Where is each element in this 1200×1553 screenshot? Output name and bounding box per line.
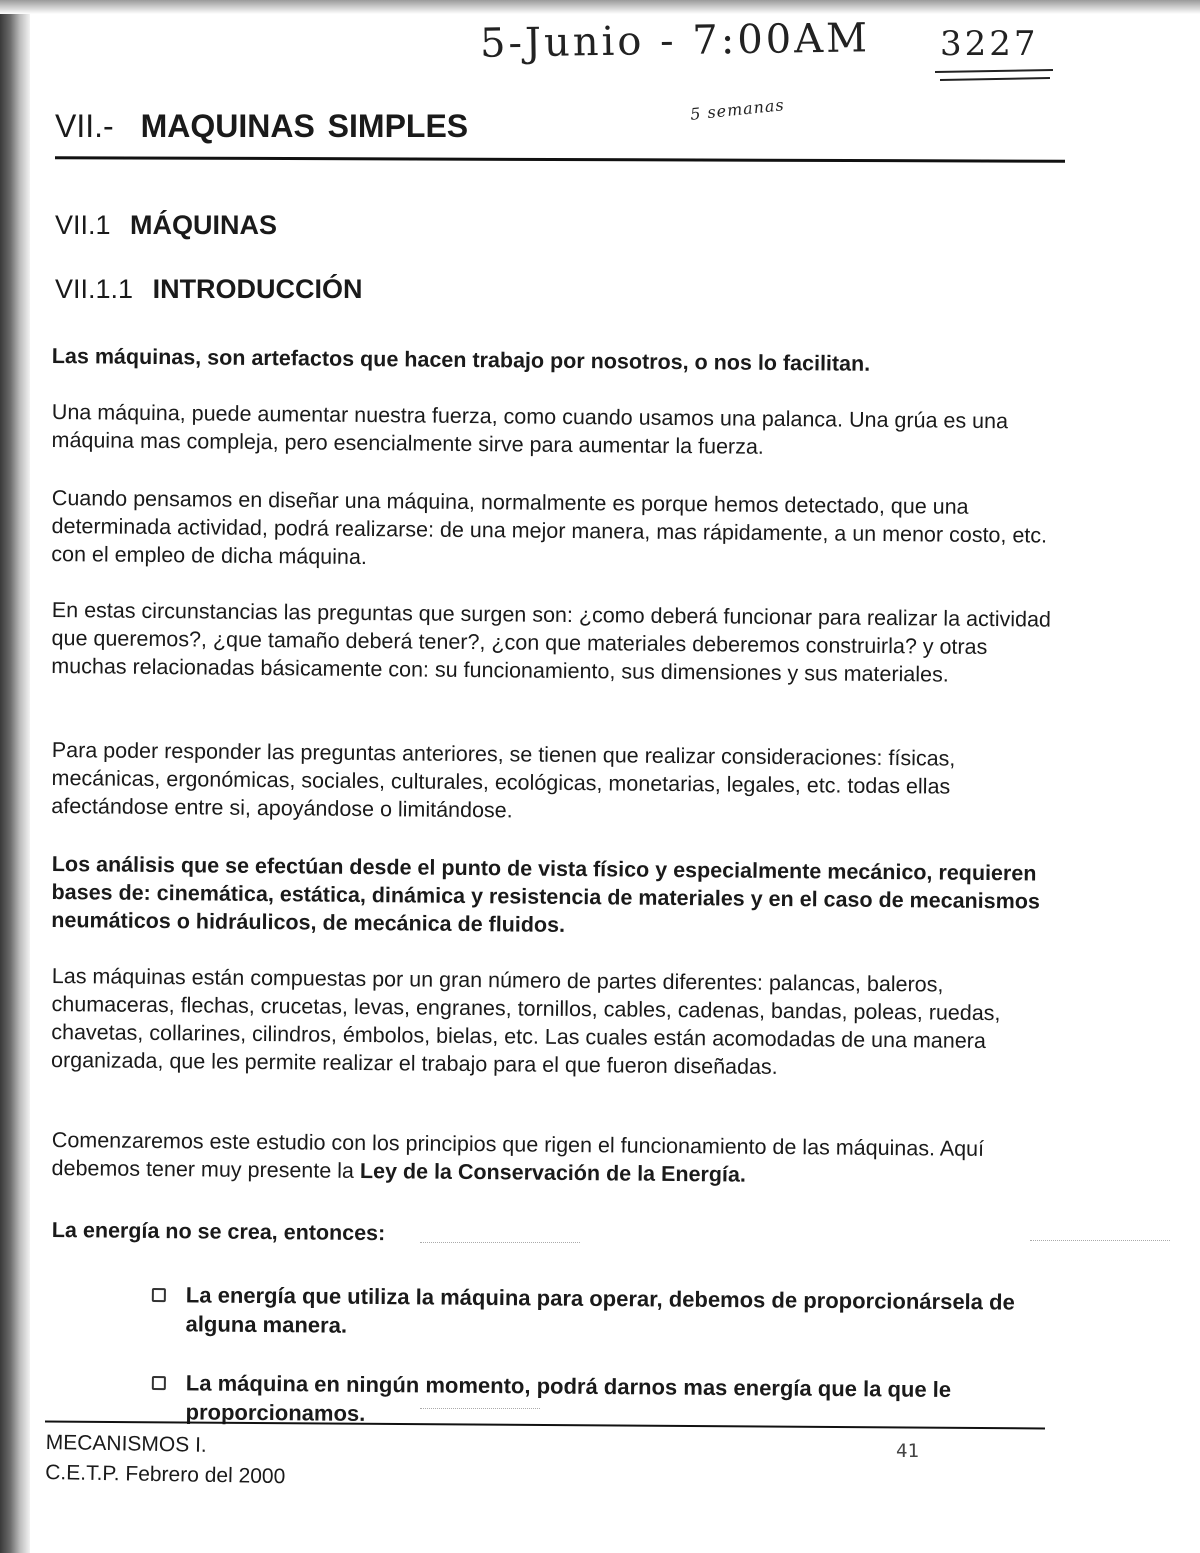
section-title: MÁQUINAS — [130, 210, 278, 240]
bullet-text: La máquina en ningún momento, podrá darnos mas energía que la que le proporcionamos. — [185, 1370, 952, 1426]
handwritten-code: 3227 — [940, 24, 1039, 64]
scan-shadow-edge — [0, 0, 30, 1553]
footer-institution: C.E.T.P. Febrero del 2000 — [45, 1460, 286, 1489]
scan-artifact-line — [420, 1408, 540, 1409]
handwritten-date: 5-Junio - 7:00AM — [479, 15, 871, 67]
paragraph-definition: Las máquinas, son artefactos que hacen trabajo por nosotros, o nos lo facilitan. — [51, 343, 871, 376]
checkbox-bullet-icon — [152, 1376, 166, 1390]
chapter-title: MAQUINAS SIMPLES — [140, 108, 469, 144]
conservation-intro: Comenzaremos este estudio con los principios que rigen el funcionamiento de las máquinas. Aquí debemos tener muy presente la — [51, 1127, 985, 1183]
paragraph-analysis: Los análisis que se efectúan desde el punto de vista físico y especialmente mecánico, requieren bases de: cinemática, estática, dinámica y resistencia de materiales y en el caso de mecanismos neumáticos o hidráulicos, de mecánica de fluidos. — [51, 851, 1040, 937]
paragraph-design: Cuando pensamos en diseñar una máquina, normalmente es porque hemos detectado, que una determinada actividad, podrá realizarse: de una mejor manera, mas rápidamente, a un menor costo, etc. con el empleo de dicha máquina. — [51, 485, 1048, 570]
chapter-number: VII.- — [55, 108, 114, 144]
footer-info — [45, 1428, 286, 1492]
section-number: VII.1 — [55, 210, 111, 240]
scan-artifact-line — [420, 1242, 580, 1243]
scan-shadow-top — [0, 0, 1200, 14]
conservation-law: Ley de la Conservación de la Energía — [359, 1158, 741, 1187]
energy-statement: La energía no se crea, entonces: — [51, 1217, 386, 1246]
handwritten-underline-2 — [940, 77, 1050, 81]
paragraph-parts: Las máquinas están compuestas por un gran número de partes diferentes: palancas, baleros, chumaceras, flechas, crucetas, levas, engranes, tornillos, cables, cadenas, bandas, poleas, ruedas, chavetas, collarines, cilindros, émbolos, bielas, etc. Las cuales están acomodadas de una manera organizada, que les permite realizar el trabajo para el que fueron diseñadas. — [50, 963, 1001, 1079]
handwritten-note: 5 semanas — [689, 95, 786, 124]
scan-artifact-line — [1030, 1240, 1170, 1241]
chapter-heading — [55, 108, 468, 145]
subsection-heading — [55, 274, 363, 305]
chapter-rule — [55, 156, 1065, 163]
paragraph-questions: En estas circunstancias las preguntas que surgen son: ¿como deberá funcionar para realizar la actividad que queremos?, ¿que tamaño deberá tener?, ¿con que materiales deberemos construirla? y otras muchas relacionadas básicamente con: su funcionamiento, sus dimensiones y sus materiales. — [51, 597, 1052, 687]
footer-course: MECANISMOS I. — [45, 1430, 207, 1457]
paragraph-force: Una máquina, puede aumentar nuestra fuerza, como cuando usamos una palanca. Una grúa es una máquina mas compleja, pero esencialmente sirve para aumentar la fuerza. — [51, 399, 1009, 459]
bullet-text: La energía que utiliza la máquina para operar, debemos de proporcionársela de alguna manera. — [185, 1282, 1015, 1338]
checkbox-bullet-icon — [152, 1288, 166, 1302]
subsection-number: VII.1.1 — [55, 274, 134, 304]
conservation-period: . — [739, 1162, 747, 1187]
section-heading — [55, 210, 277, 241]
handwritten-underline — [935, 69, 1053, 73]
bullet-item — [147, 1280, 1037, 1346]
paragraph-considerations: Para poder responder las preguntas anteriores, se tienen que realizar consideraciones: físicas, mecánicas, ergonómicas, sociales, culturales, ecológicas, monetarias, legales, etc. todas ellas afectándose entre si, apoyándose o limitándose. — [51, 737, 956, 823]
paragraph-conservation — [51, 1126, 1051, 1192]
subsection-title: INTRODUCCIÓN — [152, 274, 363, 304]
page-number: 41 — [896, 1440, 919, 1462]
